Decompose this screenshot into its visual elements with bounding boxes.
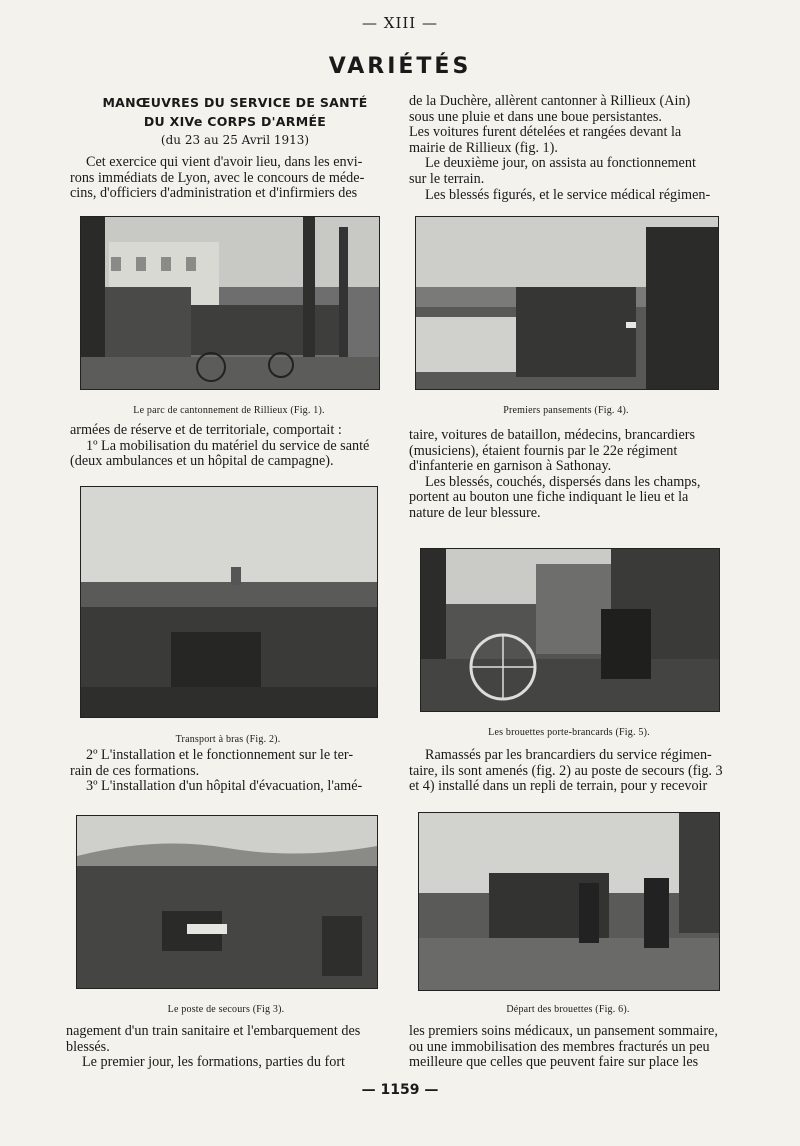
text-line: cins, d'officiers d'administration et d'infirmiers des bbox=[70, 185, 358, 202]
col2-text-c bbox=[409, 748, 734, 795]
text-line: nature de leur blessure. bbox=[409, 504, 541, 521]
figure-4-photo bbox=[415, 216, 719, 390]
text-line: Cet exercice qui vient d'avoir lieu, dans les envi- bbox=[86, 154, 363, 170]
text-line: de la Duchère, allèrent cantonner à Rillieux (Ain) bbox=[409, 93, 691, 109]
text-line: armées de réserve et de territoriale, comportait : bbox=[70, 422, 342, 438]
text-line: ou une immobilisation des membres fracturés un peu bbox=[409, 1038, 710, 1055]
col1-text-d bbox=[66, 1024, 391, 1071]
figure-4-caption: Premiers pansements (Fig. 4). bbox=[503, 405, 629, 416]
text-line: (musiciens), étaient fournis par le 22e régiment bbox=[409, 442, 678, 459]
text-line: sur le terrain. bbox=[409, 170, 485, 187]
text-line: Le premier jour, les formations, parties du fort bbox=[82, 1054, 346, 1071]
text-line: d'infanterie en garnison à Sathonay. bbox=[409, 458, 612, 475]
col2-text-b bbox=[409, 428, 734, 522]
col2-text-a bbox=[409, 94, 734, 203]
figure-2-photo bbox=[80, 486, 378, 718]
figure-2-caption: Transport à bras (Fig. 2). bbox=[175, 734, 281, 745]
text-line: Ramassés par les brancardiers du service régimen- bbox=[425, 747, 712, 763]
text-line: sous une pluie et dans une boue persistantes. bbox=[409, 108, 662, 125]
figure-1-caption: Le parc de cantonnement de Rillieux (Fig. 1). bbox=[133, 405, 325, 416]
col1-text-a bbox=[70, 155, 391, 202]
figure-5-caption: Les brouettes porte-brancards (Fig. 5). bbox=[488, 727, 650, 738]
text-line: taire, ils sont amenés (fig. 2) au poste de secours (fig. 3 bbox=[409, 762, 723, 779]
text-line: Les blessés figurés, et le service médical régimen- bbox=[425, 186, 711, 203]
text-line: et 4) installé dans un repli de terrain, pour y recevoir bbox=[409, 778, 708, 795]
col2-text-d bbox=[409, 1024, 734, 1071]
text-line: 3º L'installation d'un hôpital d'évacuation, l'amé- bbox=[86, 778, 363, 795]
text-line: portent au bouton une fiche indiquant le lieu et la bbox=[409, 489, 689, 506]
text-line: mairie de Rillieux (fig. 1). bbox=[409, 139, 558, 156]
text-line: rons immédiats de Lyon, avec le concours de méde- bbox=[70, 169, 365, 186]
article-subtitle: (du 23 au 25 Avril 1913) bbox=[160, 133, 310, 147]
page-footer-number: — 1159 — bbox=[361, 1082, 439, 1098]
text-line: Les blessés, couchés, dispersés dans les champs, bbox=[425, 473, 701, 490]
figure-6-caption: Départ des brouettes (Fig. 6). bbox=[506, 1004, 630, 1015]
text-line: 2º L'installation et le fonctionnement sur le ter- bbox=[86, 747, 354, 763]
figure-3-caption: Le poste de secours (Fig 3). bbox=[167, 1004, 285, 1015]
col1-text-b bbox=[70, 423, 391, 470]
text-line: rain de ces formations. bbox=[70, 762, 200, 779]
text-line: blessés. bbox=[66, 1038, 110, 1055]
text-line: (deux ambulances et un hôpital de campagne). bbox=[70, 453, 334, 470]
text-line: taire, voitures de bataillon, médecins, brancardiers bbox=[409, 427, 696, 443]
figure-1-photo bbox=[80, 216, 380, 390]
article-title-line2: DU XIVe CORPS D'ARMÉE bbox=[143, 114, 327, 129]
text-line: nagement d'un train sanitaire et l'embarquement des bbox=[66, 1023, 361, 1039]
article-title-line1: MANŒUVRES DU SERVICE DE SANTÉ bbox=[102, 95, 368, 110]
figure-3-photo bbox=[76, 815, 378, 989]
text-line: Les voitures furent dételées et rangées devant la bbox=[409, 124, 682, 141]
text-line: Le deuxième jour, on assista au fonctionnement bbox=[425, 155, 696, 172]
figure-6-photo bbox=[418, 812, 720, 991]
col1-text-c bbox=[70, 748, 391, 795]
section-title: VARIÉTÉS bbox=[328, 54, 472, 79]
text-line: meilleure que celles que peuvent faire sur place les bbox=[409, 1054, 699, 1071]
page-header-number: — XIII — bbox=[362, 14, 438, 32]
text-line: 1º La mobilisation du matériel du service de santé bbox=[86, 437, 370, 454]
figure-5-photo bbox=[420, 548, 720, 712]
text-line: les premiers soins médicaux, un pansement sommaire, bbox=[409, 1023, 718, 1039]
